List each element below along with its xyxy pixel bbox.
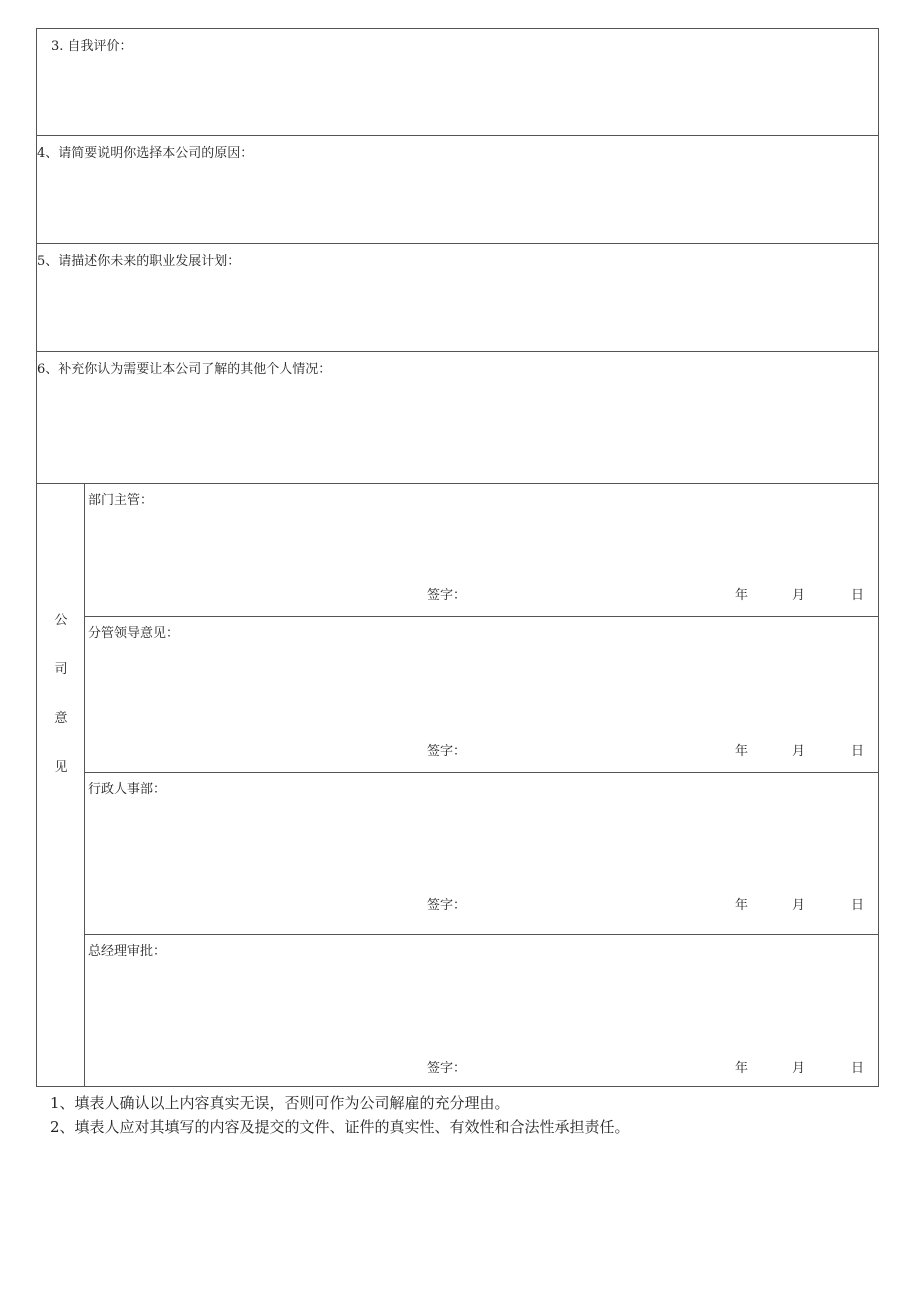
year-label: 年 [735,588,749,603]
reason-for-choosing-label: 4、请简要说明你选择本公司的原因： [37,146,254,161]
day-label: 日 [851,744,865,759]
admin-hr-section[interactable] [85,773,878,935]
self-evaluation-field[interactable] [37,29,878,136]
admin-hr-label: 行政人事部： [88,782,167,797]
department-supervisor-section[interactable] [85,484,878,617]
signature-label: 签字： [427,744,467,759]
signature-label: 签字： [427,898,467,913]
division-leader-section[interactable] [85,617,878,773]
division-leader-label: 分管领导意见： [88,626,180,641]
note-2: 2、填表人应对其填写的内容及提交的文件、证件的真实性、有效性和合法性承担责任。 [50,1118,630,1136]
day-label: 日 [851,1061,865,1076]
side-char: 公 [54,613,68,628]
month-label: 月 [792,744,806,759]
company-opinion-side-label [37,484,85,1086]
additional-info-field[interactable] [37,352,878,484]
self-evaluation-label: 3. 自我评价： [51,39,133,54]
side-char: 见 [54,760,68,775]
career-plan-field[interactable] [37,244,878,352]
day-label: 日 [851,588,865,603]
month-label: 月 [792,898,806,913]
application-form-table [36,28,879,1087]
side-char: 意 [54,711,68,726]
additional-info-label: 6、补充你认为需要让本公司了解的其他个人情况： [37,362,332,377]
month-label: 月 [792,588,806,603]
department-supervisor-label: 部门主管： [88,493,154,508]
reason-for-choosing-field[interactable] [37,136,878,244]
signature-label: 签字： [427,1061,467,1076]
signature-label: 签字： [427,588,467,603]
career-plan-label: 5、请描述你未来的职业发展计划： [37,254,241,269]
year-label: 年 [735,898,749,913]
general-manager-label: 总经理审批： [88,944,167,959]
year-label: 年 [735,1061,749,1076]
side-char: 司 [54,662,68,677]
day-label: 日 [851,898,865,913]
general-manager-section[interactable] [85,935,878,1086]
year-label: 年 [735,744,749,759]
note-1: 1、填表人确认以上内容真实无误，否则可作为公司解雇的充分理由。 [50,1094,510,1112]
month-label: 月 [792,1061,806,1076]
